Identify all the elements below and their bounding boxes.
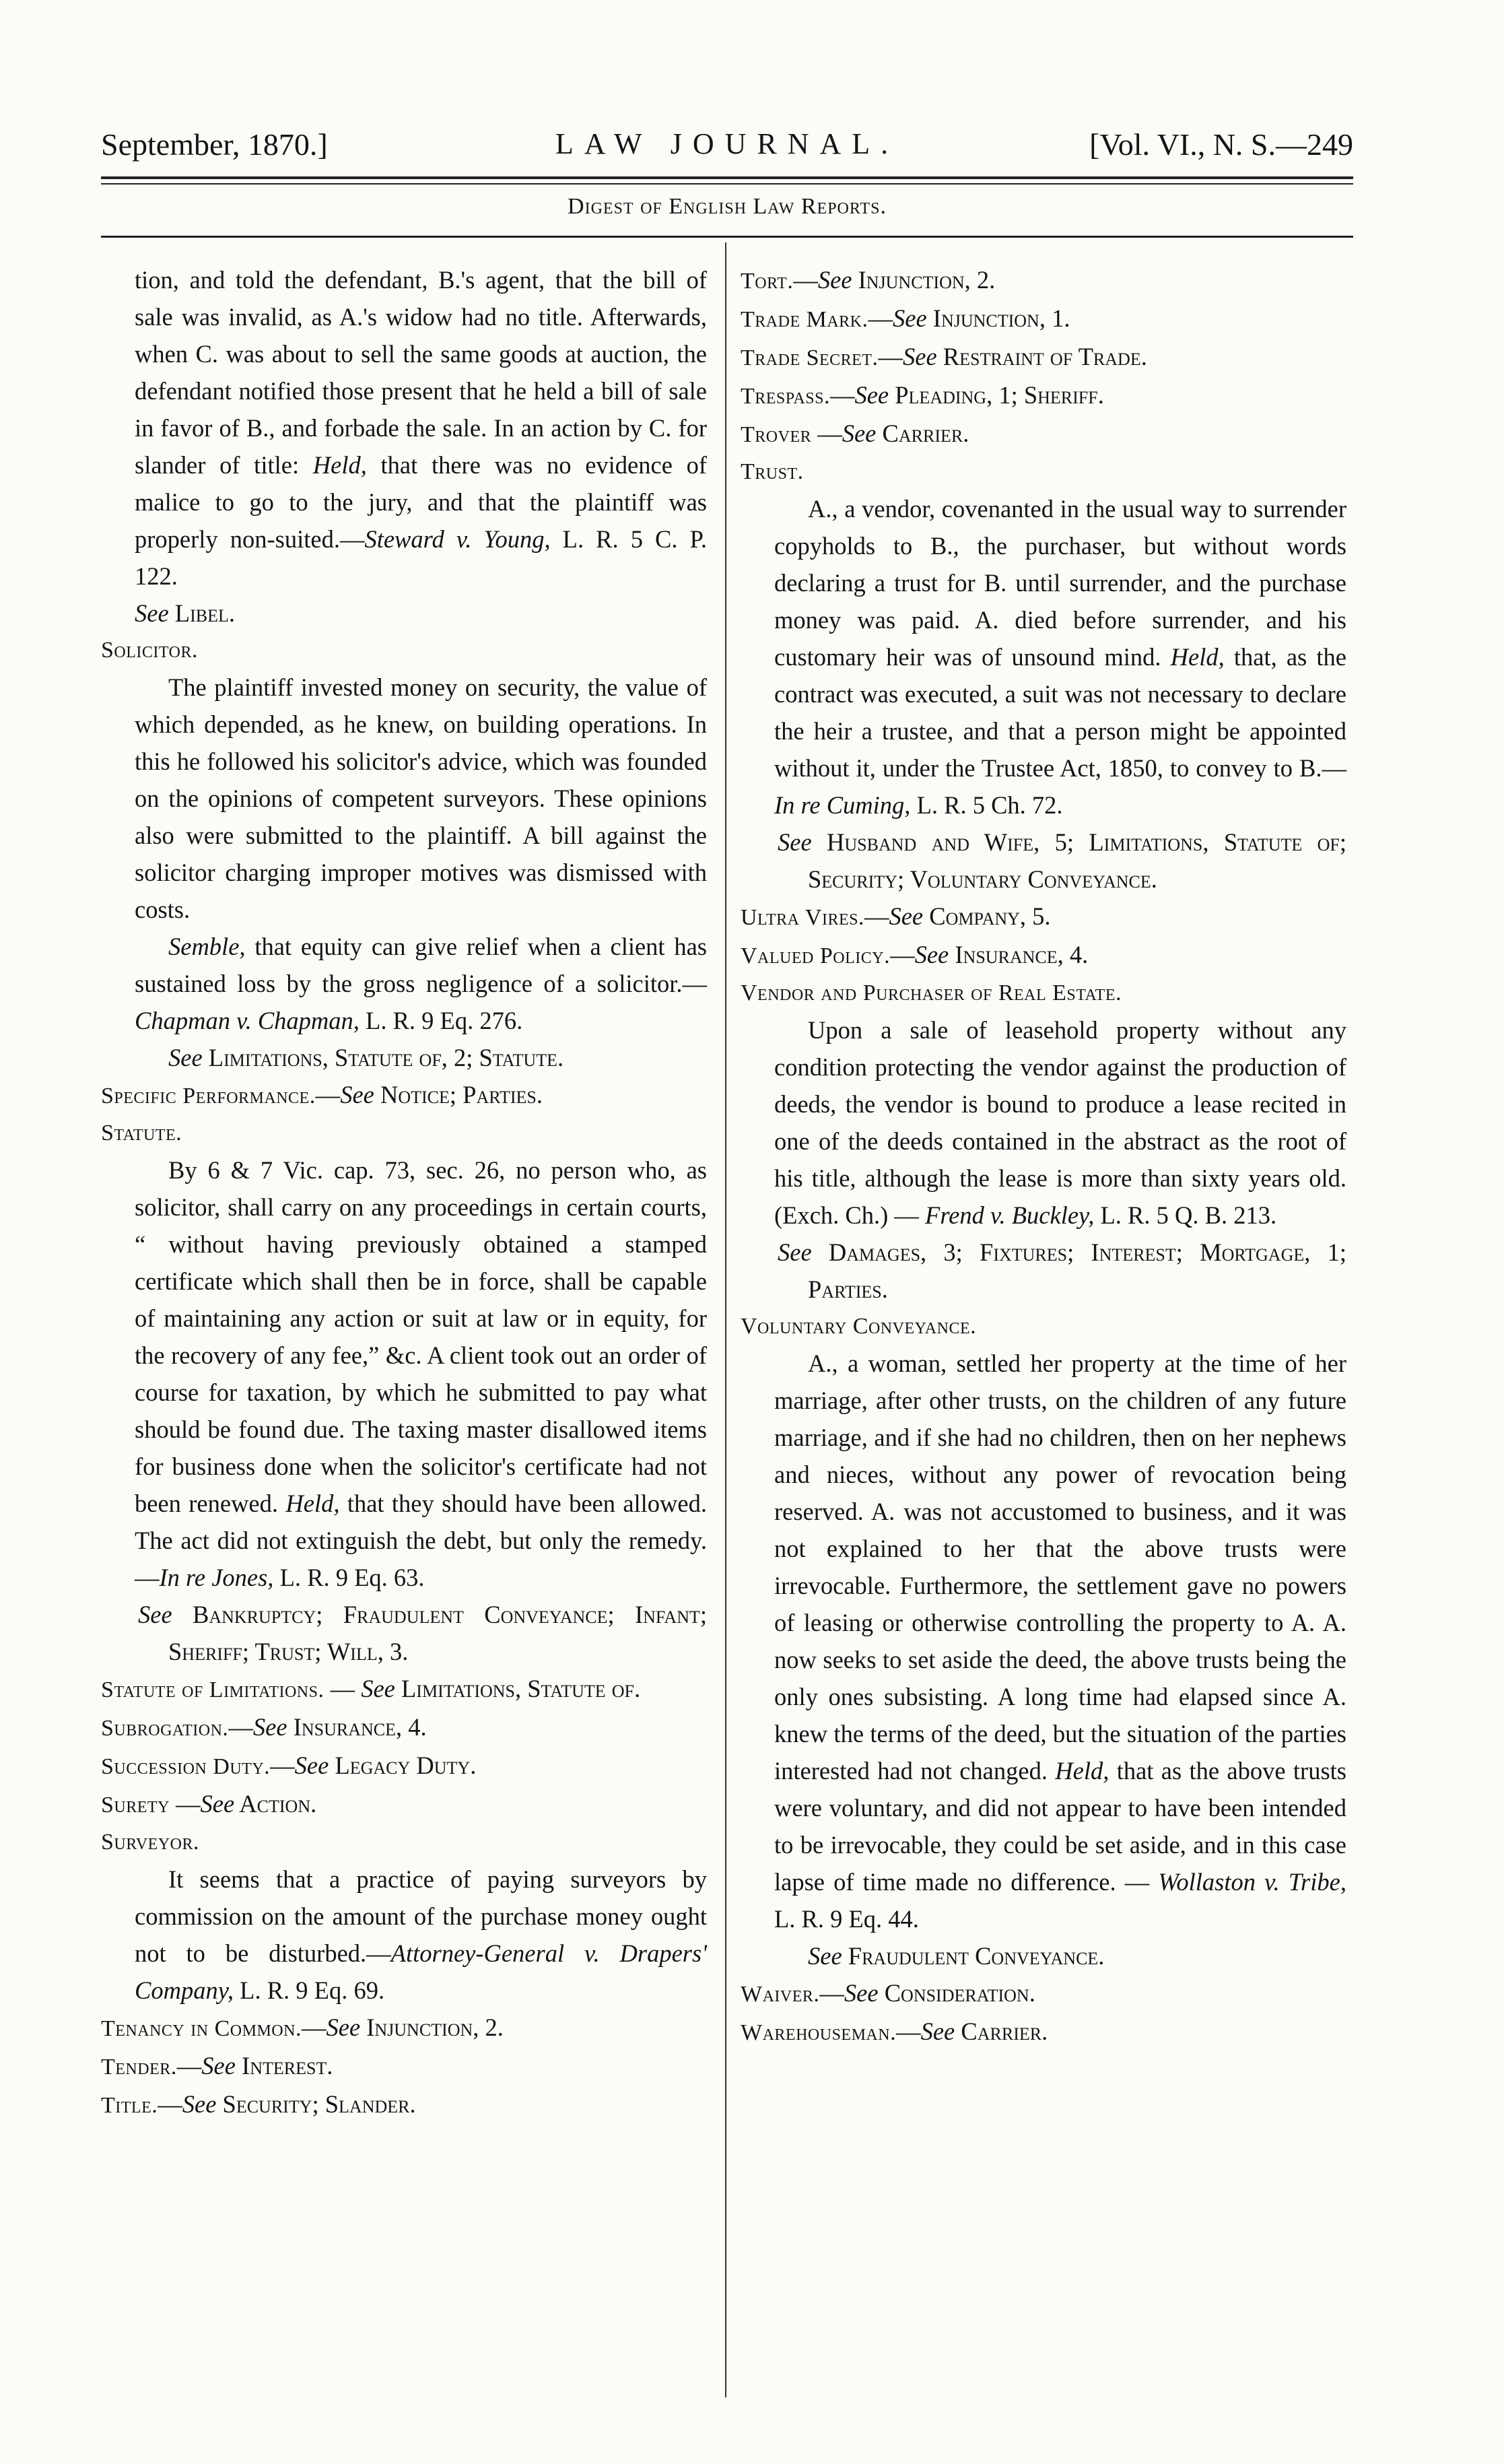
heading-text: Tort. [741,269,794,294]
heading-text: Trespass. [741,384,830,409]
dash: — [819,1979,844,2007]
heading-trade-secret [741,338,1346,376]
entry-text: A., a woman, settled her property at the time of her marriage, after other trusts, on the children of any future marriage, and if she had no children, then on her nephews and nieces, without any power of revocation being reserved. A. was not accustomed to business, and it was not explained to her that the above trusts were irrevocable. Furthermore, the settlement gave no powers of leasing or otherwise controlling the property to A. A. now seeks to set aside the deed, the above trusts being the only ones subsisting. A long time had elapsed since A. knew the terms of the deed, but the situation of the parties interested had not changed. [774,1350,1346,1785]
see-ref: Injunction, 2. [360,2013,504,2041]
left-column [101,261,707,2124]
see-ref: Injunction, 2. [852,266,996,294]
heading-text: Surety [101,1793,170,1818]
see-text: See [138,1601,172,1628]
see-also [741,1234,1346,1308]
see-text: See [361,1675,395,1702]
heading-trespass [741,376,1346,415]
entry-statute [101,1152,707,1596]
citation: L. R. 5 Ch. 72. [910,791,1063,819]
see-text: See [889,902,924,930]
see-ref: Carrier. [876,420,969,447]
see-also [101,1039,707,1076]
heading-specific-performance [101,1076,707,1114]
heading-valued-policy [741,936,1346,974]
heading-text: Title. [101,2093,158,2118]
see-text: See [135,599,169,627]
heading-trust: Trust. [741,459,804,484]
entry-text: It seems that a practice of paying surveyors by commission on the amount of the purchase money ought not to be disturbed.— [135,1865,707,1967]
see-text: See [326,2013,361,2041]
see-ref: Interest. [235,2052,333,2079]
entry-text: that equity can give relief when a client has sustained loss by the gross negligence of a solicitor.— [135,933,707,997]
see-ref: Fraudulent Conveyance. [842,1942,1105,1970]
see-ref: Insurance, 4. [949,941,1089,968]
journal-title: LAW JOURNAL. [555,127,899,160]
case-name: Attorney-General v. Drapers' Company, [135,1939,707,2004]
entry-text: tion, and told the defendant, B.'s agent, that the bill of sale was invalid, as A.'s widow had no title. Afterwards, when C. was about to sell the same goods at auction, the defendant notified those present that he held a bill of sale in favor of B., and forbade the sale. In an action by C. for slander of title: [135,266,707,479]
entry-text: By 6 & 7 Vic. cap. 73, sec. 26, no person who, as solicitor, shall carry on any proceedings in certain courts, “ without having previously obtained a stamped certificate which shall then be in force, shall be capable of maintaining any action or suit at law or in equity, for the recovery of any fee,” &c. A client took out an order of course for taxation, by which he submitted to pay what should be found due. The taxing master disallowed items for business done when the solicitor's certificate had not been renewed. [135,1156,707,1517]
heading-trover [741,415,1346,453]
heading-text: Statute of Limitations. [101,1677,324,1702]
header-rule-thick [101,176,1353,179]
see-text: See [914,941,949,968]
see-text: See [854,381,889,409]
heading-statute-of-limitations [101,1670,707,1708]
see-also [741,1937,1346,1974]
dash: — [811,420,842,447]
see-text: See [778,1238,812,1266]
see-ref: Security; Slander. [216,2090,416,2118]
see-ref: Libel. [168,599,235,627]
entry-surveyor [101,1861,707,2009]
see-text: See [808,1942,842,1970]
heading-text: Tenancy in Common. [101,2016,302,2041]
heading-voluntary-conveyance: Voluntary Conveyance. [741,1314,977,1339]
see-text: See [294,1752,329,1779]
heading-text: Succession Duty. [101,1754,271,1779]
see-ref: Damages, 3; Fixtures; Interest; Mortgage, 1; Parties. [808,1238,1346,1303]
case-name: Chapman v. Chapman, [135,1007,360,1034]
semble-text: Semble, [168,933,246,960]
right-column [741,261,1346,2051]
entry-text: that as the above trusts were voluntary, and did not appear to have been intended to be irrevocable, they could be set aside, and in this case lapse of time made no difference. — [774,1757,1346,1896]
see-text: See [252,1713,287,1741]
heading-surveyor: Surveyor. [101,1830,199,1855]
entry-text: that they should have been allowed. The act did not extinguish the debt, but only the remedy. — [135,1490,707,1591]
see-text: See [182,2090,217,2118]
see-also [101,1596,707,1670]
see-text: See [893,304,927,332]
dash: — [896,2018,921,2045]
section-rule [101,236,1353,238]
heading-vendor-purchaser: Vendor and Purchaser of Real Estate. [741,980,1122,1005]
heading-warehouseman [741,2013,1346,2051]
heading-trade-mark [741,300,1346,338]
entry-trust [741,490,1346,824]
see-ref: Restraint of Trade. [936,343,1147,370]
see-ref: Action. [234,1790,317,1818]
see-text: See [844,1979,879,2007]
see-also [101,595,707,632]
heading-subrogation [101,1708,707,1747]
held-text: Held, [1055,1757,1109,1785]
see-text: See [778,828,812,856]
dash: — [324,1675,362,1702]
heading-solicitor: Solicitor. [101,638,198,663]
held-text: Held, [312,451,367,479]
citation: L. R. 9 Eq. 63. [273,1564,425,1591]
entry-slander-continued [101,261,707,595]
entry-solicitor: The plaintiff invested money on security, the value of which depended, as he knew, on building operations. In this he followed his solicitor's advice, which was founded on the opinions of competent surveyors. These opinions also were submitted to the plaintiff. A bill against the solicitor charging improper motives was dismissed with costs. [135,673,707,923]
citation: L. R. 9 Eq. 69. [234,1976,385,2004]
heading-text: Subrogation. [101,1716,229,1741]
held-text: Held, [285,1490,340,1517]
dash: — [864,902,889,930]
entry-text: that there was no evidence of malice to go to the jury, and that the plaintiff was properly non-suited.— [135,451,707,553]
case-name: Frend v. Buckley, [925,1201,1095,1229]
heading-text: Specific Performance. [101,1084,316,1108]
dash: — [868,304,893,332]
case-name: Wollaston v. Tribe, [1158,1868,1346,1896]
entry-text: Upon a sale of leasehold property without any condition protecting the vendor against the production of deeds, the vendor is bound to produce a lease recited in one of the deeds contained in the abstract as the root of his title, although the lease is more than sixty years old. (Exch. Ch.) — [774,1016,1346,1229]
dash: — [890,941,915,968]
entry-text: A., a vendor, covenanted in the usual way to surrender copyholds to B., the purchaser, but without words declaring a trust for B. until surrender, and the purchase money was paid. A. died before surrender, and his customary heir was of unsound mind. [774,495,1346,671]
heading-waiver [741,1974,1346,2013]
see-ref: Company, 5. [923,902,1051,930]
see-text: See [201,2052,236,2079]
see-text: See [200,1790,235,1818]
entry-text: that, as the contract was executed, a suit was not necessary to declare the heir a trustee, and that a person might be appointed without it, under the Trustee Act, 1850, to convey to B.— [774,643,1346,782]
dash: — [176,2052,202,2079]
heading-text: Trade Mark. [741,307,868,332]
dash: — [270,1752,295,1779]
heading-tort [741,261,1346,300]
heading-succession-duty [101,1747,707,1785]
see-ref: Injunction, 1. [926,304,1070,332]
heading-text: Trover [741,422,812,447]
citation: L. R. 9 Eq. 44. [774,1905,919,1933]
dash: — [228,1713,253,1741]
dash: — [169,1790,201,1818]
see-ref: Consideration. [878,1979,1035,2007]
heading-text: Ultra Vires. [741,905,864,930]
dash: — [829,381,855,409]
heading-surety [101,1785,707,1824]
see-text: See [817,266,852,294]
see-ref: Legacy Duty. [329,1752,477,1779]
heading-text: Tender. [101,2055,177,2079]
entry-vendor-purchaser [741,1011,1346,1234]
issue-date: September, 1870.] [101,127,328,162]
volume-page: [Vol. VI., N. S.—249 [1089,127,1353,162]
see-ref: Husband and Wife, 5; Limitations, Statute of; Security; Voluntary Conveyance. [808,828,1346,893]
dash: — [301,2013,327,2041]
heading-statute: Statute. [101,1121,182,1145]
see-ref: Notice; Parties. [374,1081,543,1108]
heading-title [101,2086,707,2124]
see-ref: Pleading, 1; Sheriff. [889,381,1104,409]
see-ref: Insurance, 4. [287,1713,427,1741]
dash: — [315,1081,341,1108]
heading-text: Warehouseman. [741,2020,897,2045]
see-ref: Carrier. [955,2018,1048,2045]
entry-solicitor-semble [101,928,707,1039]
citation: L. R. 9 Eq. 276. [359,1007,523,1034]
heading-text: Valued Policy. [741,943,891,968]
entry-voluntary-conveyance [741,1345,1346,1937]
see-ref: Bankruptcy; Fraudulent Conveyance; Infant; Sheriff; Trust; Will, 3. [168,1601,707,1665]
citation: L. R. 5 Q. B. 213. [1094,1201,1277,1229]
see-ref: Limitations, Statute of. [395,1675,641,1702]
held-text: Held, [1170,643,1225,671]
see-text: See [340,1081,374,1108]
dash: — [158,2090,182,2118]
section-title: Digest of English Law Reports. [568,194,887,219]
case-name: In re Jones, [159,1564,274,1591]
see-ref: Limitations, Statute of, 2; Statute. [202,1044,564,1071]
heading-tenancy-in-common [101,2009,707,2047]
masthead [101,127,1353,167]
see-text: See [920,2018,955,2045]
case-name: In re Cuming, [774,791,911,819]
heading-text: Waiver. [741,1982,820,2007]
dash: — [878,343,903,370]
heading-text: Trade Secret. [741,345,879,370]
see-also [741,824,1346,898]
column-divider [725,242,726,2397]
heading-tender [101,2047,707,2086]
see-text: See [842,420,877,447]
header-rule-thin [101,183,1353,185]
heading-ultra-vires [741,898,1346,936]
see-text: See [903,343,937,370]
citation: L. R. 5 C. P. 122. [135,525,707,590]
see-text: See [168,1044,203,1071]
dash: — [793,266,818,294]
case-name: Steward v. Young, [364,525,551,553]
